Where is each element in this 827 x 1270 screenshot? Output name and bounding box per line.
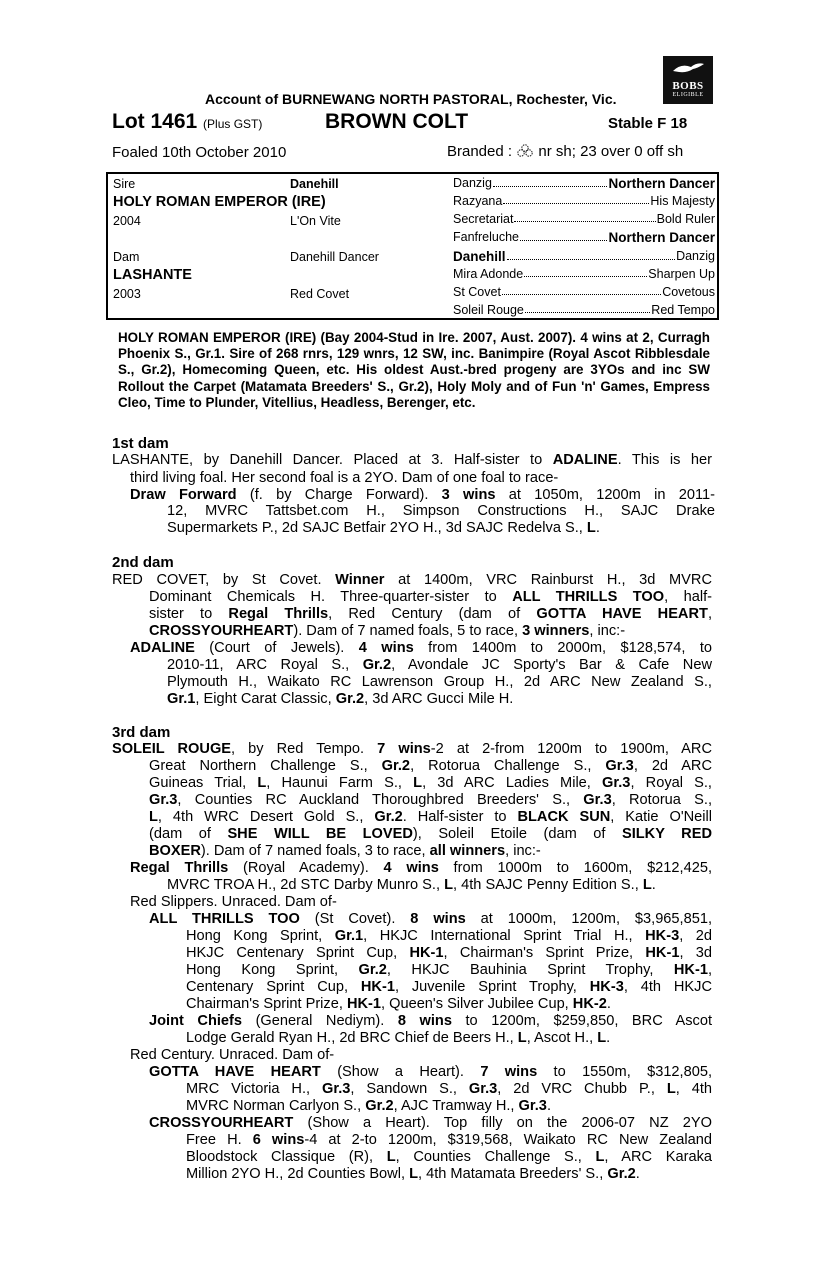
- text-run: ,: [707, 962, 712, 978]
- grandparent-sire: Northern Dancer: [608, 176, 715, 191]
- text-line: [149, 775, 712, 791]
- text-run: .: [606, 996, 611, 1012]
- pedigree-table: [106, 172, 719, 320]
- text-run: (f. by Charge Forward).: [236, 487, 442, 503]
- text-run: -2 at 2-from 1200m to 1900m, ARC: [430, 741, 712, 757]
- lot-label: Lot 1461: [112, 110, 198, 133]
- logo-subtext: ELIGIBLE: [672, 92, 704, 98]
- text-line: [130, 1047, 334, 1063]
- bold-text: Gr.3: [518, 1098, 547, 1114]
- text-run: , 3d: [679, 945, 712, 961]
- text-run: Plymouth H., Waikato RC Lawrenson Group H., 2d ARC New Zealand S.,: [167, 674, 712, 690]
- text-run: Bloodstock Classique (R),: [186, 1149, 387, 1165]
- bold-text: Gr.2: [607, 1166, 636, 1182]
- text-run: , 2d: [679, 928, 712, 944]
- sire-blurb: HOLY ROMAN EMPEROR (IRE) (Bay 2004-Stud in Ire. 2007, Aust. 2007). 4 wins at 2, Curragh Phoenix S., Gr.1. Sire of 268 rnrs, 129 wnrs, 12 SW, inc. Banimpire (Royal Ascot Ribblesdale S., Gr.2), Homecoming Queen, etc. His oldest Aust.-bred progeny are 3YOs and inc SW Rollout the Carpet (Matamata Breeders' S., Gr.2), Holy Moly and of Fun 'n' Games, Empress Cleo, Time to Plunder, Vitellius, Headless, Berenger, etc.: [118, 330, 710, 410]
- leader-dots: [507, 249, 676, 260]
- bold-text: 7 wins: [377, 741, 431, 757]
- text-run: , half-: [664, 589, 712, 605]
- bold-text: Gr.2: [335, 691, 365, 707]
- text-line: [149, 606, 712, 622]
- grandparent-sire: Red Tempo: [651, 303, 715, 317]
- bold-text: Gr.2: [358, 962, 387, 978]
- bold-text: L: [413, 775, 423, 791]
- brand-info: [447, 143, 683, 160]
- bold-text: Gr.3: [468, 1081, 498, 1097]
- bold-text: ALL THRILLS TOO: [149, 911, 300, 927]
- text-line: [112, 452, 712, 468]
- text-run: Free H.: [186, 1132, 253, 1148]
- sire-label: Sire: [113, 177, 136, 191]
- bold-text: 7 wins: [480, 1064, 538, 1080]
- text-line: [186, 1132, 712, 1148]
- leader-dots: [503, 194, 649, 204]
- text-run: from 1400m to 2000m, $128,574, to: [413, 640, 712, 656]
- pedigree-grandparent-row: [453, 230, 715, 245]
- text-run: Hong Kong Sprint,: [186, 928, 335, 944]
- text-run: 12, MVRC Tattsbet.com H., Simpson Constructions H., SAJC Drake: [167, 503, 715, 519]
- text-line: [130, 640, 712, 656]
- bold-text: BLACK SUN: [517, 809, 611, 825]
- text-run: .: [595, 520, 600, 536]
- sire-year: 2004: [113, 214, 141, 228]
- bold-text: SILKY RED: [621, 826, 712, 842]
- bold-text: Draw Forward: [130, 487, 237, 503]
- bold-text: HK-1: [360, 979, 395, 995]
- text-run: , Rotorua S.,: [611, 792, 712, 808]
- bold-text: Gr.3: [602, 775, 631, 791]
- bold-text: L: [642, 877, 652, 893]
- text-line: [186, 979, 712, 995]
- bold-text: L: [595, 1149, 605, 1165]
- grandparent-name: Razyana: [453, 194, 503, 208]
- text-run: RED COVET, by St Covet.: [112, 572, 336, 588]
- bold-text: Gr.3: [583, 792, 612, 808]
- pedigree-grandparent-row: [453, 176, 715, 191]
- grandparent-name: St Covet: [453, 285, 501, 299]
- text-line: [149, 843, 541, 859]
- sire-sire: Danehill: [290, 177, 339, 191]
- text-run: , Juvenile Sprint Trophy,: [394, 979, 590, 995]
- pedigree-grandparent-row: [453, 267, 715, 281]
- text-line: [167, 691, 513, 707]
- grandparent-name: Secretariat: [453, 212, 514, 226]
- text-line: [167, 503, 715, 519]
- text-line: [149, 826, 712, 842]
- bold-text: 8 wins: [397, 1013, 452, 1029]
- text-line: [186, 945, 712, 961]
- grandparent-name: Mira Adonde: [453, 267, 524, 281]
- leader-dots: [524, 267, 647, 277]
- text-run: , Rotorua Challenge S.,: [410, 758, 606, 774]
- logo-text: BOBS: [672, 80, 704, 92]
- stable-number: Stable F 18: [608, 115, 688, 132]
- text-run: , ARC Karaka: [604, 1149, 712, 1165]
- bold-text: HK-1: [645, 945, 680, 961]
- pedigree-grandparent-row: [453, 212, 715, 226]
- bold-text: L: [586, 520, 596, 536]
- text-run: , Red Century (dam of: [328, 606, 537, 622]
- bold-text: Gr.3: [321, 1081, 351, 1097]
- text-line: [149, 1115, 712, 1131]
- text-line: [130, 487, 715, 503]
- text-run: Great Northern Challenge S.,: [149, 758, 382, 774]
- text-run: third living foal. Her second foal is a 2YO. Dam of one foal to race-: [130, 470, 559, 486]
- leader-dots: [502, 285, 661, 295]
- text-run: , Eight Carat Classic,: [195, 691, 336, 707]
- text-run: at 1400m, VRC Rainburst H., 3d MVRC: [384, 572, 712, 588]
- text-line: [130, 470, 558, 486]
- bold-text: L: [666, 1081, 676, 1097]
- text-run: , 4th: [675, 1081, 712, 1097]
- dam-name: LASHANTE: [113, 267, 192, 283]
- text-line: [149, 623, 625, 639]
- grandparent-sire: Danzig: [676, 249, 715, 263]
- text-run: (Show a Heart). Top filly on the 2006-07 NZ 2YO: [293, 1115, 712, 1131]
- text-run: , Counties Challenge S.,: [395, 1149, 596, 1165]
- bold-text: HK-3: [589, 979, 624, 995]
- bold-text: GOTTA HAVE HEART: [536, 606, 708, 622]
- bold-text: HK-1: [346, 996, 381, 1012]
- bold-text: L: [444, 877, 454, 893]
- text-run: ,: [707, 606, 712, 622]
- text-line: [149, 1064, 712, 1080]
- text-line: [167, 657, 712, 673]
- sire-dam: L'On Vite: [290, 214, 341, 228]
- text-run: Million 2YO H., 2d Counties Bowl,: [186, 1166, 410, 1182]
- bold-text: HK-1: [673, 962, 708, 978]
- pedigree-grandparent-row: [453, 303, 715, 317]
- text-line: [186, 1166, 640, 1182]
- bold-text: Gr.2: [374, 809, 403, 825]
- text-line: [186, 962, 712, 978]
- grandparent-sire: Northern Dancer: [608, 230, 715, 245]
- bold-text: ADALINE: [552, 452, 618, 468]
- text-run: to 1200m, $259,850, BRC Ascot: [451, 1013, 712, 1029]
- bold-text: HK-1: [409, 945, 444, 961]
- bold-text: 3 wins: [441, 487, 496, 503]
- text-run: , 4th HKJC: [623, 979, 713, 995]
- pedigree-grandparent-row: [453, 285, 715, 299]
- text-run: , 2d ARC: [633, 758, 713, 774]
- bold-text: Winner: [335, 572, 385, 588]
- leader-dots: [525, 303, 650, 313]
- text-run: Red Slippers. Unraced. Dam of-: [130, 894, 337, 910]
- text-line: [167, 674, 712, 690]
- bold-text: SOLEIL ROUGE: [112, 741, 232, 757]
- text-run: , HKJC Bauhinia Sprint Trophy,: [386, 962, 674, 978]
- text-run: , 4th Matamata Breeders' S.,: [417, 1166, 608, 1182]
- text-run: , Queen's Silver Jubilee Cup,: [381, 996, 573, 1012]
- text-run: , 4th SAJC Penny Edition S.,: [453, 877, 643, 893]
- text-line: [130, 894, 337, 910]
- text-line: [130, 860, 712, 876]
- grandparent-name: Fanfreluche: [453, 230, 520, 244]
- text-run: 2010-11, ARC Royal S.,: [167, 657, 363, 673]
- text-run: Guineas Trial,: [149, 775, 258, 791]
- grandparent-sire: Covetous: [662, 285, 715, 299]
- text-line: [149, 1013, 712, 1029]
- text-line: [112, 741, 712, 757]
- brand-text: nr sh; 23 over 0 off sh: [538, 143, 684, 160]
- text-run: Centenary Sprint Cup,: [186, 979, 361, 995]
- bold-text: Joint Chiefs: [149, 1013, 243, 1029]
- grandparent-name: Soleil Rouge: [453, 303, 524, 317]
- text-run: , Sandown S.,: [350, 1081, 469, 1097]
- foaled-date: Foaled 10th October 2010: [112, 144, 287, 161]
- text-line: [186, 1030, 610, 1046]
- text-run: , AJC Tramway H.,: [393, 1098, 519, 1114]
- bold-text: 8 wins: [410, 911, 466, 927]
- text-run: , inc:-: [505, 843, 541, 859]
- bold-text: 4 wins: [358, 640, 414, 656]
- vendor-account: Account of BURNEWANG NORTH PASTORAL, Rochester, Vic.: [205, 91, 617, 107]
- bold-text: CROSSYOURHEART: [149, 1115, 294, 1131]
- text-run: at 1050m, 1200m in 2011-: [495, 487, 715, 503]
- bold-text: Regal Thrills: [228, 606, 329, 622]
- bold-text: Gr.3: [149, 792, 178, 808]
- text-run: MRC Victoria H.,: [186, 1081, 322, 1097]
- plus-gst: (Plus GST): [203, 117, 263, 131]
- text-line: [186, 1149, 712, 1165]
- bold-text: HK-3: [645, 928, 680, 944]
- bold-text: Gr.1: [167, 691, 196, 707]
- bold-text: 4 wins: [383, 860, 439, 876]
- text-run: Lodge Gerald Ryan H., 2d BRC Chief de Beers H.,: [186, 1030, 518, 1046]
- bold-text: BOXER: [149, 843, 201, 859]
- section-third-dam: 3rd dam: [112, 724, 171, 741]
- text-run: sister to: [149, 606, 229, 622]
- bold-text: ALL THRILLS TOO: [512, 589, 665, 605]
- text-run: Hong Kong Sprint,: [186, 962, 359, 978]
- text-run: , Ascot H.,: [526, 1030, 598, 1046]
- bold-text: L: [517, 1030, 527, 1046]
- bold-text: 3 winners: [522, 623, 590, 639]
- text-run: . Half-sister to: [402, 809, 518, 825]
- text-run: (dam of: [149, 826, 228, 842]
- text-line: [167, 877, 656, 893]
- dam-sire: Danehill Dancer: [290, 250, 379, 264]
- text-line: [149, 792, 712, 808]
- text-run: .: [546, 1098, 551, 1114]
- bold-text: Gr.3: [605, 758, 634, 774]
- text-run: . This is her: [617, 452, 712, 468]
- text-run: .: [651, 877, 656, 893]
- bold-text: L: [149, 809, 158, 825]
- section-second-dam: 2nd dam: [112, 554, 174, 571]
- text-run: .: [606, 1030, 611, 1046]
- text-run: Chairman's Sprint Prize,: [186, 996, 347, 1012]
- text-run: , Royal S.,: [630, 775, 712, 791]
- text-run: ), Soleil Etoile (dam of: [412, 826, 622, 842]
- text-line: [149, 589, 712, 605]
- bird-icon: [671, 61, 705, 75]
- dam-dam: Red Covet: [290, 287, 350, 301]
- text-run: , 2d VRC Chubb P.,: [497, 1081, 667, 1097]
- bold-text: L: [409, 1166, 418, 1182]
- text-run: HKJC Centenary Sprint Cup,: [186, 945, 410, 961]
- bold-text: Gr.2: [365, 1098, 394, 1114]
- text-run: (Show a Heart).: [320, 1064, 481, 1080]
- bold-text: GOTTA HAVE HEART: [149, 1064, 321, 1080]
- grandparent-sire: Bold Ruler: [656, 212, 715, 226]
- leader-dots: [520, 230, 607, 241]
- horse-sex: BROWN COLT: [325, 110, 469, 133]
- bold-text: ADALINE: [130, 640, 195, 656]
- lot-number: [112, 110, 262, 134]
- pedigree-grandparent-row: [453, 249, 715, 264]
- bold-text: Regal Thrills: [130, 860, 229, 876]
- text-run: MVRC TROA H., 2d STC Darby Munro S.,: [167, 877, 445, 893]
- text-run: (St Covet).: [299, 911, 411, 927]
- text-line: [149, 809, 712, 825]
- text-run: at 1000m, 1200m, $3,965,851,: [465, 911, 713, 927]
- brand-label: Branded :: [447, 143, 513, 160]
- text-run: MVRC Norman Carlyon S.,: [186, 1098, 366, 1114]
- text-run: , 4th WRC Desert Gold S.,: [157, 809, 375, 825]
- dam-label: Dam: [113, 250, 140, 264]
- text-line: [186, 996, 611, 1012]
- text-run: (Royal Academy).: [228, 860, 384, 876]
- text-run: to 1550m, $312,805,: [537, 1064, 713, 1080]
- text-run: ). Dam of 7 named foals, 3 to race,: [200, 843, 430, 859]
- text-run: .: [635, 1166, 640, 1182]
- text-run: (General Nediym).: [242, 1013, 398, 1029]
- section-first-dam: 1st dam: [112, 435, 169, 452]
- brand-mark-icon: [516, 144, 534, 158]
- bold-text: SHE WILL BE LOVED: [227, 826, 413, 842]
- bold-text: HK-2: [572, 996, 607, 1012]
- text-line: [186, 1098, 551, 1114]
- text-line: [186, 928, 712, 944]
- text-line: [167, 520, 600, 536]
- text-run: , Haunui Farm S.,: [266, 775, 414, 791]
- grandparent-name: Danzig: [453, 176, 492, 190]
- text-run: , Chairman's Sprint Prize,: [443, 945, 646, 961]
- text-run: -4 at 2-to 1200m, $319,568, Waikato RC New Zealand: [304, 1132, 712, 1148]
- text-line: [149, 758, 712, 774]
- bobs-logo: [663, 56, 713, 104]
- text-run: ). Dam of 7 named foals, 5 to race,: [293, 623, 523, 639]
- text-run: Red Century. Unraced. Dam of-: [130, 1047, 335, 1063]
- text-run: , inc:-: [589, 623, 626, 639]
- text-line: [112, 572, 712, 588]
- text-run: Dominant Chemicals H. Three-quarter-sister to: [149, 589, 513, 605]
- bold-text: CROSSYOURHEART: [149, 623, 294, 639]
- sire-name: HOLY ROMAN EMPEROR (IRE): [113, 194, 326, 210]
- grandparent-sire: His Majesty: [650, 194, 715, 208]
- bold-text: L: [257, 775, 267, 791]
- text-run: LASHANTE, by Danehill Dancer. Placed at 3. Half-sister to: [112, 452, 553, 468]
- text-line: [186, 1081, 712, 1097]
- text-run: , by Red Tempo.: [231, 741, 378, 757]
- text-run: from 1000m to 1600m, $212,425,: [438, 860, 712, 876]
- text-run: (Court of Jewels).: [194, 640, 359, 656]
- bold-text: all winners: [429, 843, 506, 859]
- text-run: , Katie O'Neill: [610, 809, 712, 825]
- leader-dots: [514, 212, 655, 222]
- text-run: , Avondale JC Sporty's Bar & Cafe New: [391, 657, 712, 673]
- bold-text: Gr.1: [334, 928, 364, 944]
- bold-text: 6 wins: [252, 1132, 305, 1148]
- text-run: , HKJC International Sprint Trial H.,: [363, 928, 646, 944]
- bold-text: Gr.2: [362, 657, 392, 673]
- grandparent-sire: Sharpen Up: [648, 267, 715, 281]
- bold-text: L: [597, 1030, 607, 1046]
- text-run: , 3d ARC Ladies Mile,: [422, 775, 603, 791]
- text-line: [149, 911, 712, 927]
- text-run: Supermarkets P., 2d SAJC Betfair 2YO H., 3d SAJC Redelva S.,: [167, 520, 587, 536]
- text-run: , Counties RC Auckland Thoroughbred Breeders' S.,: [177, 792, 584, 808]
- pedigree-grandparent-row: [453, 194, 715, 208]
- bold-text: Gr.2: [381, 758, 411, 774]
- dam-year: 2003: [113, 287, 141, 301]
- text-run: , 3d ARC Gucci Mile H.: [364, 691, 514, 707]
- bold-text: L: [386, 1149, 396, 1165]
- grandparent-name: Danehill: [453, 249, 506, 264]
- leader-dots: [493, 176, 608, 187]
